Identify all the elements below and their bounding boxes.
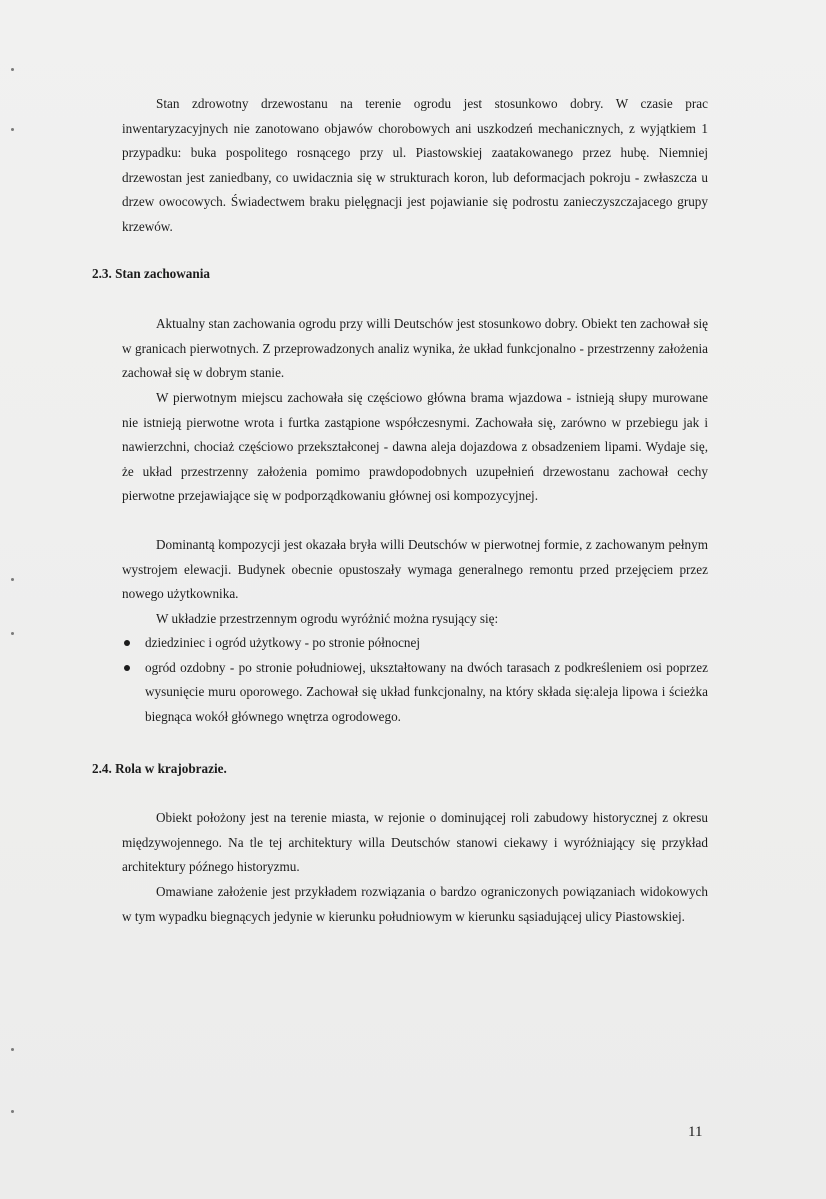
section-2-3-paragraph-4: W układzie przestrzennym ogrodu wyróżnić można rysujący się: <box>156 611 499 626</box>
list-item: dziedziniec i ogród użytkowy - po stronie północnej <box>122 631 708 656</box>
punch-hole-mark <box>11 1048 14 1051</box>
list-item: ogród ozdobny - po stronie południowej, ukształtowany na dwóch tarasach z podkreśleniem osi poprzez wysunięcie muru oporowego. Zachował się układ funkcjonalny, na który składa się:aleja lipowa i ścieżka biegnąca wokół głównego wnętrza ogrodowego. <box>122 656 708 730</box>
section-heading-2-3: 2.3. Stan zachowania <box>92 266 210 281</box>
section-2-4-paragraph-1: Obiekt położony jest na terenie miasta, w rejonie o dominującej roli zabudowy historycznej z okresu międzywojennego. Na tle tej architektury willa Deutschów stanowi ciekawy i wyróżniający się przykład architektury późnego historyzmu. <box>122 810 708 875</box>
punch-hole-mark <box>11 128 14 131</box>
section-2-3-paragraph-3: Dominantą kompozycji jest okazała bryła willi Deutschów w pierwotnej formie, z zachowanym pełnym wystrojem elewacji. Budynek obecnie opustoszały wymaga generalnego remontu przed przejęciem przez nowego użytkownika. <box>122 537 708 602</box>
punch-hole-mark <box>11 578 14 581</box>
section-2-3-paragraph-1: Aktualny stan zachowania ogrodu przy willi Deutschów jest stosunkowo dobry. Obiekt ten zachował się w granicach pierwotnych. Z przeprowadzonych analiz wynika, że układ funkcjonalno - przestrzenny założenia zachował się w dobrym stanie. <box>122 316 708 381</box>
punch-hole-mark <box>11 68 14 71</box>
section-heading-2-4: 2.4. Rola w krajobrazie. <box>92 761 227 776</box>
section-2-4-paragraph-2: Omawiane założenie jest przykładem rozwiązania o bardzo ograniczonych powiązaniach widokowych w tym wypadku biegnących jedynie w kierunku południowym w kierunku sąsiadującej ulicy Piastowskiej. <box>122 884 708 924</box>
layout-elements-list <box>122 631 708 729</box>
punch-hole-mark <box>11 1110 14 1113</box>
section-2-3-paragraph-2: W pierwotnym miejscu zachowała się częściowo główna brama wjazdowa - istnieją słupy murowane nie istnieją pierwotne wrota i furtka zastąpione współczesnymi. Zachowała się, zarówno w przebiegu jak i nawierzchni, chociaż częściowo przekształconej - dawna aleja dojazdowa z obsadzeniem lipami. Wydaje się, że układ przestrzenny założenia pomimo prawdopodobnych uzupełnień drzewostanu zachował cechy pierwotne przejawiające się w podporządkowaniu głównej osi kompozycyjnej. <box>122 390 708 504</box>
intro-paragraph: Stan zdrowotny drzewostanu na terenie ogrodu jest stosunkowo dobry. W czasie prac inwentaryzacyjnych nie zanotowano objawów chorobowych ani uszkodzeń mechanicznych, z wyjątkiem 1 przypadku: buka pospolitego rosnącego przy ul. Piastowskiej zaatakowanego przez hubę. Niemniej drzewostan jest zaniedbany, co uwidacznia się w strukturach koron, lub deformacjach pokroju - zwłaszcza u drzew owocowych. Świadectwem braku pielęgnacji jest pojawianie się podrostu zanieczyszczajacego grupy krzewów. <box>122 96 708 234</box>
page-number: 11 <box>688 1124 703 1140</box>
punch-hole-mark <box>11 632 14 635</box>
